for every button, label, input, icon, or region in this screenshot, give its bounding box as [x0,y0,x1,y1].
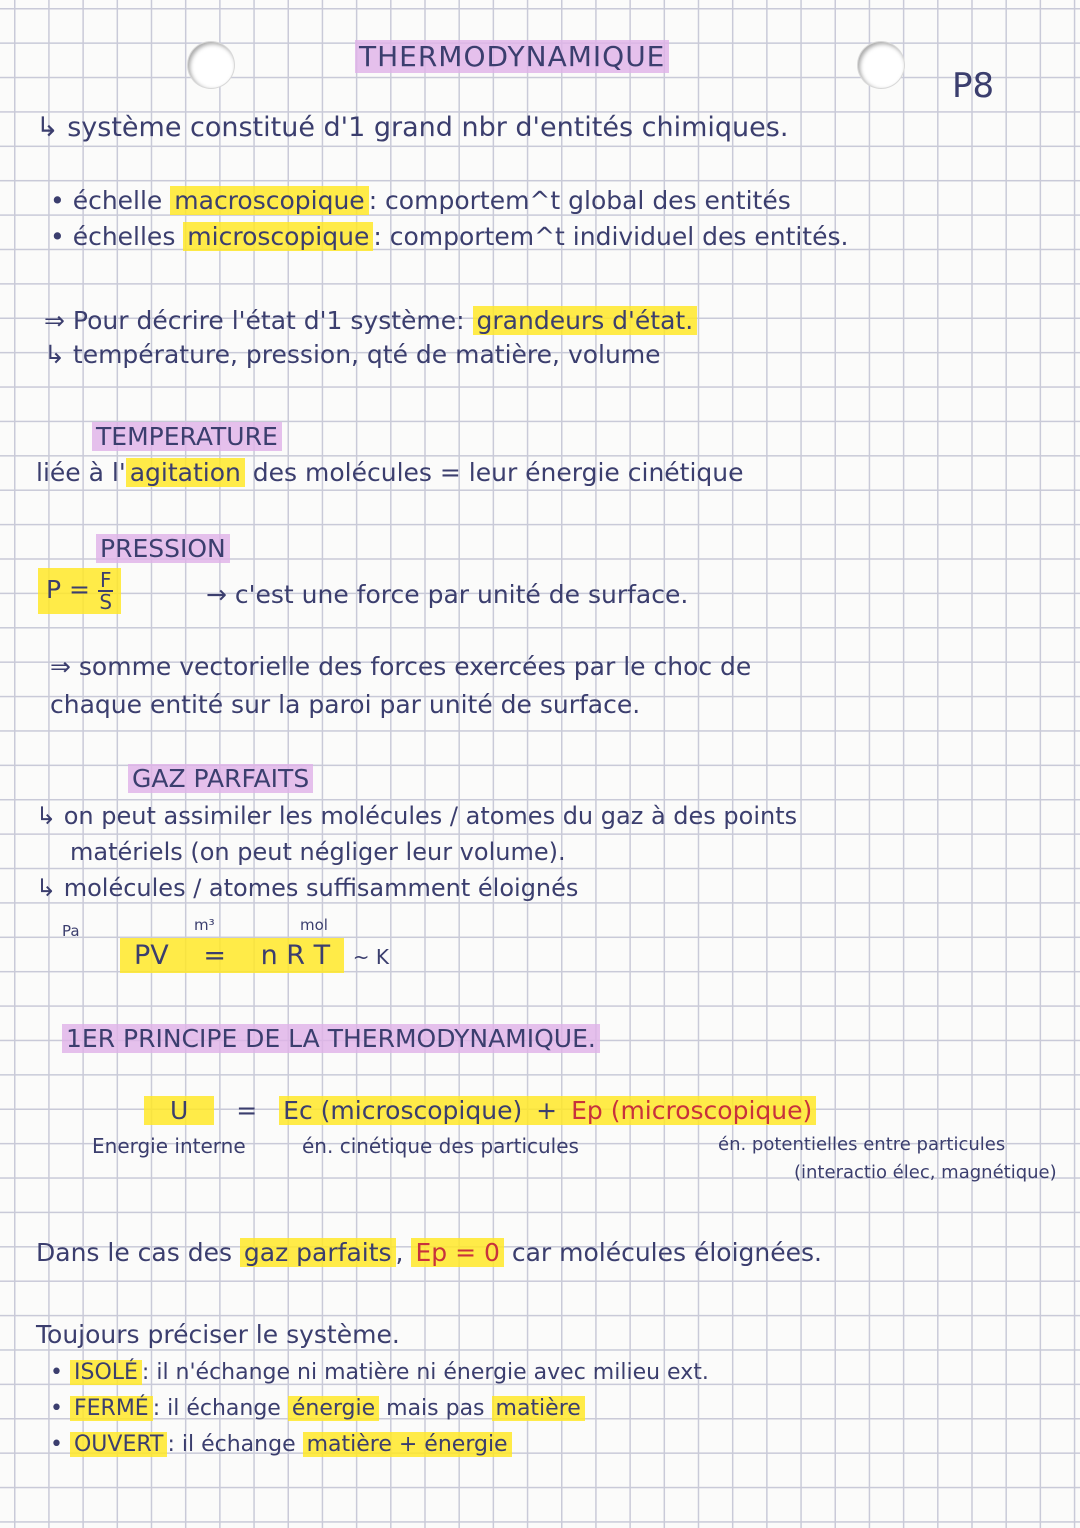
system-ferme [50,1396,585,1421]
pressure-heading [96,534,230,563]
state-prefix: ⇒ Pour décrire l'état d'1 système: [44,306,473,335]
pressure-heading-text: PRESSION [96,534,230,563]
eq-mid: = [203,940,226,971]
plus-sign: + [536,1096,558,1125]
pressure-formula-box [38,568,121,614]
micro-scale-line [50,222,848,251]
state-term: grandeurs d'état. [473,306,698,335]
ideal-gas-prefix: Dans le cas des [36,1238,240,1267]
micro-term: microscopique [183,222,373,251]
temperature-term: agitation [126,458,245,487]
pressure-fraction [98,570,114,612]
macro-scale-line [50,186,791,215]
label-kinetic-energy: én. cinétique des particules [302,1134,579,1158]
ferme-term-2: matière [492,1396,585,1421]
first-principle-eq-sign: = [236,1096,258,1125]
micro-prefix: • échelles [50,222,184,251]
pressure-denominator: S [99,590,113,614]
ideal-gas-line [36,1238,822,1267]
bullet: • [50,1396,70,1421]
gas-heading-text: GAZ PARFAITS [128,764,313,793]
label-potential-energy: én. potentielles entre particules [718,1134,1006,1155]
page-number: P8 [952,66,995,106]
gas-line-1: ↳ on peut assimiler les molécules / atomes du gaz à des points [36,802,798,830]
label-internal-energy: Energie interne [92,1134,246,1158]
ideal-gas-equation [120,938,389,973]
macro-def: : comportem^t global des entités [368,186,791,215]
system-ouvert [50,1432,512,1457]
page-title-text: THERMODYNAMIQUE [355,40,669,73]
label-potential-energy-detail: (interactio élec, magnétique) [794,1162,1057,1183]
ideal-gas-term: gaz parfaits [240,1238,396,1267]
temperature-heading [92,422,282,451]
bullet: • [50,1360,70,1385]
ferme-def-b: mais pas [379,1396,492,1421]
micro-def: : comportem^t individuel des entités. [373,222,849,251]
punch-hole-right [858,42,904,88]
pressure-lhs: P = [46,575,90,604]
bullet: • [50,1432,70,1457]
gas-line-3: ↳ molécules / atomes suffisamment éloignés [36,874,579,902]
isole-def: : il n'échange ni matière ni énergie avec milieu ext. [141,1360,709,1385]
unit-m3: m³ [194,916,215,934]
first-principle-heading [62,1024,600,1053]
pressure-desc: → c'est une force par unité de surface. [206,580,689,609]
isole-label: ISOLÉ [70,1360,142,1385]
ouvert-def: : il échange [167,1432,303,1457]
macro-term: macroscopique [170,186,368,215]
state-line-1 [44,306,697,335]
internal-energy-symbol: U [144,1096,214,1125]
page-title [355,40,669,73]
ideal-gas-comma: , [395,1238,412,1267]
punch-hole-left [188,42,234,88]
pressure-line-3: chaque entité sur la paroi par unité de surface. [50,690,641,719]
temperature-suffix: des molécules = leur énergie cinétique [244,458,744,487]
ferme-label: FERMÉ [70,1396,153,1421]
systems-heading: Toujours préciser le système. [36,1320,400,1349]
first-principle-heading-text: 1ER PRINCIPE DE LA THERMODYNAMIQUE. [62,1024,600,1053]
ideal-gas-ep: Ep = 0 [411,1238,503,1267]
temperature-heading-text: TEMPERATURE [92,422,282,451]
kinetic-energy-term [279,1096,816,1125]
eq-rhs: n R T [260,940,331,971]
ideal-gas-equation-box [120,938,344,973]
pressure-numerator: F [99,568,112,592]
ferme-def-a: : il échange [152,1396,288,1421]
intro-line: ↳ système constitué d'1 grand nbr d'entités chimiques. [36,112,789,143]
unit-pa: Pa [62,922,80,940]
unit-mol: mol [300,916,328,934]
state-line-2: ↳ température, pression, qté de matière, volume [44,340,661,369]
temperature-prefix: liée à l' [36,458,126,487]
potential-energy-text: Ep (microscopique) [571,1096,813,1125]
pressure-line-2: ⇒ somme vectorielle des forces exercées par le choc de [50,652,752,681]
ouvert-label: OUVERT [70,1432,168,1457]
gas-line-2: matériels (on peut négliger leur volume). [70,838,566,866]
gas-heading [128,764,313,793]
pressure-formula [38,568,121,614]
eq-lhs: PV [134,940,169,971]
kinetic-energy-text: Ec (microscopique) [283,1096,523,1125]
ferme-term: énergie [288,1396,379,1421]
ouvert-term: matière + énergie [303,1432,512,1457]
temperature-line [36,458,744,487]
ideal-gas-suffix: car molécules éloignées. [503,1238,822,1267]
unit-k: ~ K [352,945,389,969]
macro-prefix: • échelle [50,186,171,215]
first-principle-equation [144,1096,816,1125]
system-isole [50,1360,709,1385]
